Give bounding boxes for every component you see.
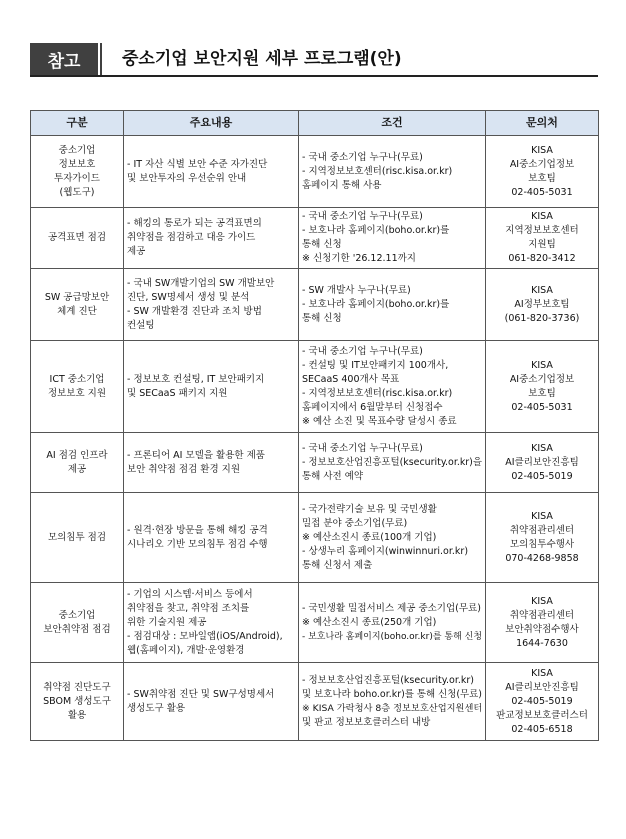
contact-line: 보호팀 — [528, 387, 556, 399]
content-line: 웹(홈페이지), 개발·운영환경 — [127, 644, 245, 656]
category-cell — [31, 341, 124, 433]
contact-cell — [486, 433, 599, 493]
contact-line: 061-820-3412 — [508, 253, 576, 264]
contact-line: 1644-7630 — [516, 637, 568, 649]
conditions-line: - 지역정보보호센터(risc.kisa.or.kr) — [302, 165, 453, 177]
conditions-line: 통해 사전 예약 — [302, 470, 364, 482]
table-row — [31, 583, 599, 663]
header-conditions: 조건 — [299, 111, 486, 136]
conditions-line: ※ 신청기한 '26.12.11까지 — [302, 253, 416, 264]
contact-line: KISA — [531, 442, 553, 454]
content-line: - 점검대상 : 모바일앱(iOS/Android), — [127, 630, 283, 642]
contact-line: 지원팀 — [528, 239, 556, 250]
category-line: 모의침투 점검 — [47, 531, 107, 543]
table-row — [31, 493, 599, 583]
content-line: 생성도구 활용 — [127, 702, 186, 714]
category-line: 취약점 진단도구 — [43, 681, 111, 693]
content-line: - 국내 SW개발기업의 SW 개발보안 — [127, 277, 275, 289]
program-table — [30, 110, 599, 741]
conditions-line: 홈페이지에서 6월말부터 신청접수 — [302, 401, 443, 413]
category-line: ICT 중소기업 — [49, 373, 105, 385]
conditions-cell — [299, 663, 486, 741]
category-cell — [31, 136, 124, 208]
contact-line: 02-405-6518 — [511, 723, 573, 735]
contact-line: 070-4268-9858 — [505, 552, 579, 564]
category-line: 체계 진단 — [57, 305, 97, 317]
category-cell — [31, 493, 124, 583]
contact-cell — [486, 663, 599, 741]
content-cell — [124, 208, 299, 269]
content-line: - 원격·현장 방문을 통해 해킹 공격 — [127, 524, 268, 536]
content-line: 취약점을 찾고, 취약점 조치를 — [127, 602, 250, 614]
conditions-line: - 국내 중소기업 누구나(무료) — [302, 442, 423, 454]
contact-cell — [486, 341, 599, 433]
conditions-line: - 보호나라 홈페이지(boho.or.kr)를 통해 신청 — [302, 631, 483, 642]
contact-cell — [486, 269, 599, 341]
category-line: SW 공급망보안 — [44, 291, 110, 303]
contact-cell — [486, 208, 599, 269]
category-cell — [31, 663, 124, 741]
conditions-line: - 지역정보보호센터(risc.kisa.or.kr) — [302, 387, 453, 399]
contact-line: 02-405-5019 — [511, 695, 573, 707]
category-cell — [31, 583, 124, 663]
header-category: 구분 — [31, 111, 124, 136]
content-cell — [124, 341, 299, 433]
content-line: 및 SECaaS 패키지 지원 — [127, 387, 228, 399]
conditions-line: 통해 신청 — [302, 312, 342, 324]
conditions-line: 밀접 분야 중소기업(무료) — [302, 517, 408, 529]
category-cell — [31, 433, 124, 493]
category-line: AI 점검 인프라 — [46, 449, 108, 461]
content-line: 취약점을 점검하고 대응 가이드 — [127, 232, 256, 243]
category-line: 활용 — [67, 709, 87, 721]
category-line: 공격표면 점검 — [47, 232, 107, 243]
conditions-line: - 보호나라 홈페이지(boho.or.kr)를 — [302, 225, 450, 236]
title-badge: 참고 — [30, 43, 98, 75]
category-line: 중소기업 — [58, 144, 96, 156]
contact-line: 보안취약점수행사 — [505, 623, 579, 635]
content-cell — [124, 433, 299, 493]
contact-line: AI중소기업정보 — [509, 373, 575, 385]
category-line: 정보보호 — [58, 158, 96, 170]
contact-cell — [486, 136, 599, 208]
conditions-line: 홈페이지 통해 사용 — [302, 179, 382, 191]
category-cell — [31, 269, 124, 341]
contact-line: KISA — [531, 595, 553, 607]
category-line: 중소기업 — [58, 609, 96, 621]
content-line: 시나리오 기반 모의침투 점검 수행 — [127, 538, 268, 550]
content-line: - 해킹의 통로가 되는 공격표면의 — [127, 218, 262, 229]
contact-line: 취약점관리센터 — [509, 524, 575, 536]
category-line: (웹도구) — [59, 186, 95, 198]
content-cell — [124, 493, 299, 583]
conditions-line: - 국내 중소기업 누구나(무료) — [302, 211, 423, 222]
contact-line: AI클리보안진흥팀 — [505, 681, 579, 693]
contact-line: 모의침투수행사 — [509, 538, 575, 550]
contact-line: KISA — [531, 211, 553, 222]
conditions-line: - SW 개발사 누구나(무료) — [302, 284, 411, 296]
conditions-cell — [299, 433, 486, 493]
contact-line: AI클리보안진흥팀 — [505, 456, 579, 468]
page-title: 중소기업 보안지원 세부 프로그램(안) — [122, 49, 402, 69]
header-content: 주요내용 — [124, 111, 299, 136]
category-line: 보안취약점 점검 — [43, 623, 111, 635]
conditions-line: - 국내 중소기업 누구나(무료) — [302, 151, 423, 163]
conditions-line: ※ 예산 소진 및 목표수량 달성시 종료 — [302, 415, 457, 427]
conditions-line: - 정보보호산업진흥포털(ksecurity.or.kr)을 — [302, 456, 482, 468]
contact-line: AI정부보호팀 — [514, 298, 570, 310]
title-bar — [30, 43, 598, 77]
content-cell — [124, 583, 299, 663]
table-row — [31, 136, 599, 208]
conditions-line: - 국가전략기술 보유 및 국민생활 — [302, 503, 437, 515]
content-cell — [124, 663, 299, 741]
content-line: 제공 — [127, 246, 146, 257]
conditions-line: 통해 신청서 제출 — [302, 559, 373, 571]
conditions-line: - 보호나라 홈페이지(boho.or.kr)를 — [302, 298, 450, 310]
contact-line: KISA — [531, 667, 553, 679]
category-line: 제공 — [67, 463, 87, 475]
conditions-line: 및 보호나라 boho.or.kr)를 통해 신청(무료) — [302, 688, 482, 700]
table-row — [31, 433, 599, 493]
conditions-line: 통해 신청 — [302, 239, 342, 250]
contact-line: 취약점관리센터 — [509, 609, 575, 621]
conditions-cell — [299, 493, 486, 583]
conditions-cell — [299, 583, 486, 663]
content-cell — [124, 136, 299, 208]
table-header-row — [31, 111, 599, 136]
content-line: - 정보보호 컨설팅, IT 보안패키지 — [127, 373, 265, 385]
conditions-line: ※ KISA 가락청사 8층 정보보호산업지원센터 — [302, 702, 483, 714]
contact-line: KISA — [531, 284, 553, 296]
contact-line: 02-405-5019 — [511, 470, 573, 482]
conditions-cell — [299, 269, 486, 341]
conditions-line: ※ 예산소진시 종료(250개 기업) — [302, 616, 437, 628]
contact-cell — [486, 493, 599, 583]
contact-line: (061-820-3736) — [504, 312, 580, 324]
category-line: SBOM 생성도구 — [43, 695, 111, 707]
content-line: 컨설팅 — [127, 319, 155, 331]
conditions-line: - 정보보호산업진흥포털(ksecurity.or.kr) — [302, 674, 475, 686]
conditions-line: - 국민생활 밀접서비스 제공 중소기업(무료) — [302, 602, 481, 614]
content-line: 진단, SW명세서 생성 및 분석 — [127, 291, 250, 303]
contact-cell — [486, 583, 599, 663]
conditions-line: - 상생누리 홈페이지(winwinnuri.or.kr) — [302, 545, 469, 557]
content-line: - SW 개발환경 진단과 조치 방법 — [127, 305, 262, 317]
header-contact: 문의처 — [486, 111, 599, 136]
contact-line: 보호팀 — [528, 172, 556, 184]
category-line: 정보보호 지원 — [47, 387, 107, 399]
table-row — [31, 269, 599, 341]
content-line: 및 보안투자의 우선순위 안내 — [127, 172, 247, 184]
content-line: - IT 자산 식별 보안 수준 자가진단 — [127, 158, 268, 170]
content-line: - SW취약점 진단 및 SW구성명세서 — [127, 688, 275, 700]
conditions-line: 및 판교 정보보호클러스터 내방 — [302, 716, 431, 728]
content-line: 위한 기술지원 제공 — [127, 616, 207, 628]
table-row — [31, 341, 599, 433]
title-divider — [100, 43, 102, 75]
conditions-line: ※ 예산소진시 종료(100개 기업) — [302, 531, 437, 543]
content-cell — [124, 269, 299, 341]
conditions-line: - 국내 중소기업 누구나(무료) — [302, 345, 423, 357]
category-line: 투자가이드 — [54, 172, 100, 184]
contact-line: 지역정보보호센터 — [505, 225, 579, 236]
contact-line: 02-405-5031 — [511, 401, 573, 413]
contact-line: KISA — [531, 144, 553, 156]
category-cell — [31, 208, 124, 269]
table-row — [31, 208, 599, 269]
content-line: - 프론티어 AI 모델을 활용한 제품 — [127, 449, 265, 461]
conditions-cell — [299, 341, 486, 433]
content-line: - 기업의 시스템·서비스 등에서 — [127, 588, 253, 600]
contact-line: AI중소기업정보 — [509, 158, 575, 170]
contact-line: KISA — [531, 510, 553, 522]
conditions-cell — [299, 136, 486, 208]
conditions-cell — [299, 208, 486, 269]
contact-line: KISA — [531, 359, 553, 371]
conditions-line: - 컨설팅 및 IT보안패키지 100개사, — [302, 359, 449, 371]
table-row — [31, 663, 599, 741]
contact-line: 02-405-5031 — [511, 186, 573, 198]
conditions-line: SECaaS 400개사 목표 — [302, 373, 400, 385]
contact-line: 판교정보보호클러스터 — [496, 709, 588, 721]
content-line: 보안 취약점 점검 환경 지원 — [127, 463, 241, 475]
